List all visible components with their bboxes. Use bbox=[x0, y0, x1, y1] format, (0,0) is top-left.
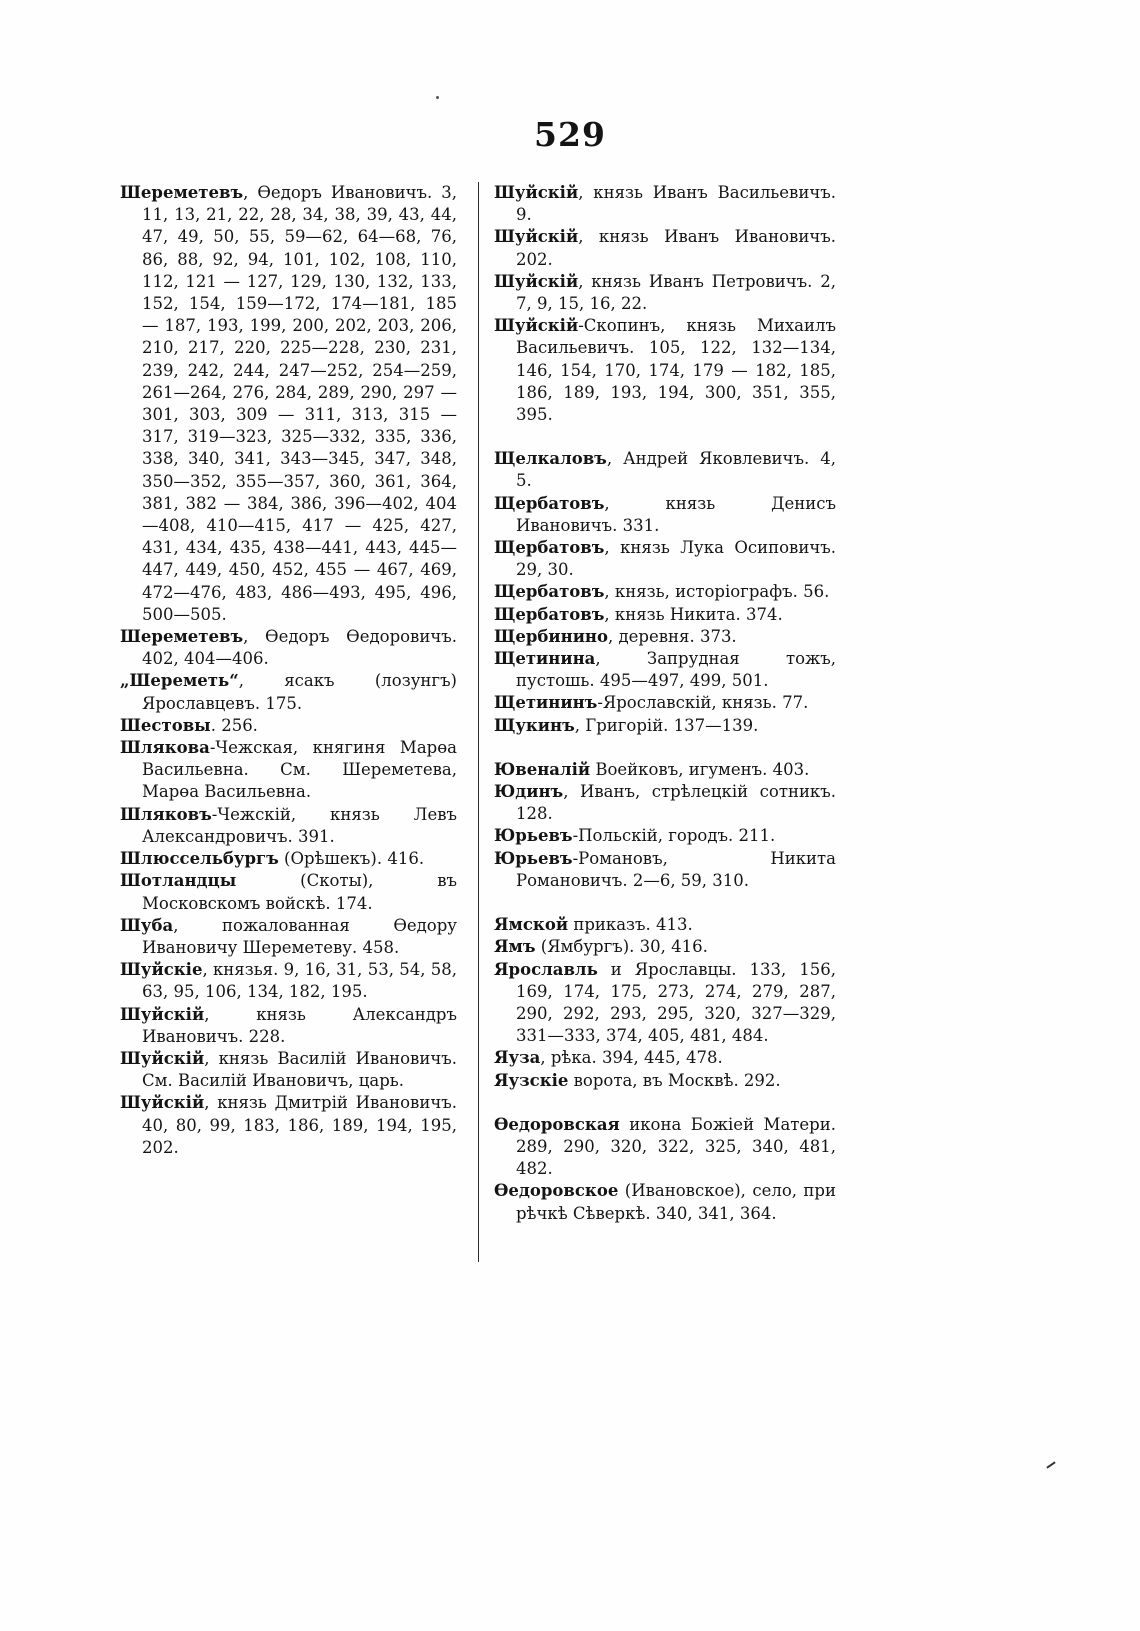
entry-headword: Яуза bbox=[494, 1048, 541, 1068]
index-entry bbox=[120, 1004, 457, 1048]
index-entry bbox=[494, 1180, 836, 1224]
entry-headword: Щербатовъ bbox=[494, 493, 605, 513]
entry-headword: Шуйскіе bbox=[120, 960, 203, 980]
column-divider bbox=[478, 182, 479, 1262]
entry-text: , Григорій. 137—139. bbox=[574, 715, 759, 735]
entry-text: (Ивановское), село, при рѣчкѣ Сѣверкѣ. 340, 341, 364. bbox=[516, 1181, 836, 1223]
entry-text: , князья. 9, 16, 31, 53, 54, 58, 63, 95, 106, 134, 182, 195. bbox=[142, 960, 457, 1002]
speck-mark bbox=[436, 96, 439, 99]
entry-text: , князь Денисъ Ивановичъ. 331. bbox=[516, 493, 836, 535]
entry-headword: Щербатовъ bbox=[494, 604, 605, 624]
page-number: 529 bbox=[534, 115, 606, 154]
index-entry bbox=[494, 759, 836, 781]
entry-headword: Шлюссельбургъ bbox=[120, 849, 279, 869]
index-entry bbox=[494, 1047, 836, 1069]
index-entry bbox=[120, 670, 457, 714]
entry-headword: Юрьевъ bbox=[494, 848, 573, 868]
index-entry bbox=[494, 226, 836, 270]
entry-headword: Ямъ bbox=[494, 937, 536, 957]
entry-headword: Шуйскій bbox=[494, 316, 579, 336]
index-entry bbox=[494, 936, 836, 958]
entry-headword: Шуйскій bbox=[120, 1048, 205, 1068]
entry-headword: Шуйскій bbox=[120, 1093, 205, 1113]
entry-headword: Шлякова bbox=[120, 738, 210, 758]
entry-headword: Шуйскій bbox=[494, 183, 579, 202]
entry-headword: Шуба bbox=[120, 915, 174, 935]
index-entry bbox=[494, 626, 836, 648]
entry-text: , Иванъ, стрѣлецкій сотникъ. 128. bbox=[516, 782, 836, 824]
index-entry bbox=[494, 448, 836, 492]
entry-text: , деревня. 373. bbox=[608, 626, 737, 646]
entry-text: , князь Александръ Ивановичъ. 228. bbox=[142, 1004, 457, 1046]
index-entry bbox=[494, 959, 836, 1048]
entry-headword: Щетининъ bbox=[494, 693, 598, 713]
entry-text: , князь Никита. 374. bbox=[604, 604, 783, 624]
entry-text: , князь Иванъ Ивановичъ. 202. bbox=[516, 227, 836, 269]
index-entry bbox=[494, 315, 836, 426]
entry-text: , ясакъ (лозунгъ) Ярославцевъ. 175. bbox=[142, 671, 457, 713]
entry-headword: Шляковъ bbox=[120, 804, 212, 824]
entry-text: -Ярославскій, князь. 77. bbox=[597, 693, 809, 713]
index-entry bbox=[120, 626, 457, 670]
entry-headword: Ювеналій bbox=[494, 759, 591, 779]
entry-text: , князь Лука Осиповичъ. 29, 30. bbox=[516, 538, 836, 580]
entry-headword: Шуйскій bbox=[494, 227, 579, 247]
index-entry bbox=[120, 959, 457, 1003]
entry-text: , рѣка. 394, 445, 478. bbox=[540, 1048, 723, 1068]
entry-text: , князь, исторіографъ. 56. bbox=[604, 582, 830, 602]
entry-headword: Шестовы bbox=[120, 715, 211, 735]
entry-headword: Юдинъ bbox=[494, 782, 564, 802]
index-entry bbox=[494, 493, 836, 537]
entry-text: , Өедоръ Өедоровичъ. 402, 404—406. bbox=[142, 627, 457, 669]
entry-headword: Щетинина bbox=[494, 649, 596, 669]
index-entry bbox=[494, 715, 836, 737]
index-entry bbox=[120, 715, 457, 737]
index-entry bbox=[494, 825, 836, 847]
index-entry bbox=[120, 737, 457, 804]
index-entry bbox=[494, 648, 836, 692]
entry-headword: Щербинино bbox=[494, 626, 609, 646]
index-entry bbox=[120, 915, 457, 959]
entry-text: икона Божіей Матери. 289, 290, 320, 322, 325, 340, 481, 482. bbox=[516, 1114, 836, 1179]
entry-text: -Чежская, княгиня Марөа Васильевна. См. Шереметева, Марөа Васильевна. bbox=[142, 738, 457, 802]
index-entry bbox=[120, 870, 457, 914]
index-entry bbox=[494, 581, 836, 603]
entry-text: . 256. bbox=[210, 715, 258, 735]
index-column-left bbox=[120, 182, 457, 1159]
entry-text: -Скопинъ, князь Михаилъ Васильевичъ. 105, 122, 132—134, 146, 154, 170, 174, 179 — 182, 185, 186, 189, 193, 194, 300, 351, 355, 395. bbox=[516, 316, 836, 425]
entry-headword: Щелкаловъ bbox=[494, 449, 607, 469]
entry-headword: Өедоровская bbox=[494, 1114, 620, 1134]
index-entry bbox=[494, 848, 836, 892]
index-column-right bbox=[494, 182, 836, 1225]
entry-headword: Шотландцы bbox=[120, 871, 237, 891]
index-entry bbox=[494, 537, 836, 581]
entry-text: , князь Иванъ Петровичъ. 2, 7, 9, 15, 16, 22. bbox=[516, 271, 836, 314]
entry-text: (Ямбургъ). 30, 416. bbox=[535, 937, 708, 957]
entry-headword: Юрьевъ bbox=[494, 826, 573, 846]
entry-text: , пожалованная Өедору Ивановичу Шереметеву. 458. bbox=[142, 915, 457, 957]
entry-text: Воейковъ, игуменъ. 403. bbox=[590, 759, 810, 779]
entry-text: , князь Василій Ивановичъ. См. Василій Ивановичъ, царь. bbox=[142, 1048, 457, 1091]
entry-headword: Ямской bbox=[494, 915, 569, 935]
entry-headword: Щербатовъ bbox=[494, 538, 605, 558]
entry-text: , князь Дмитрій Ивановичъ. 40, 80, 99, 183, 186, 189, 194, 195, 202. bbox=[142, 1093, 457, 1157]
index-entry bbox=[120, 804, 457, 848]
entry-headword: Шереметевъ bbox=[120, 627, 244, 647]
pencil-mark bbox=[1046, 1461, 1055, 1468]
entry-text: , Андрей Яковлевичъ. 4, 5. bbox=[516, 449, 836, 491]
index-entry bbox=[494, 1070, 836, 1092]
index-entry bbox=[494, 692, 836, 714]
index-entry bbox=[494, 781, 836, 825]
index-entry bbox=[494, 604, 836, 626]
entry-headword: Шуйскій bbox=[120, 1004, 205, 1024]
index-entry bbox=[120, 1048, 457, 1092]
entry-text: (Орѣшекъ). 416. bbox=[278, 849, 425, 869]
index-entry bbox=[494, 914, 836, 936]
index-entry bbox=[120, 848, 457, 870]
entry-text: , князь Иванъ Васильевичъ. 9. bbox=[516, 183, 836, 225]
index-entry bbox=[494, 182, 836, 226]
index-entry bbox=[494, 1114, 836, 1181]
entry-headword: Щукинъ bbox=[494, 715, 575, 735]
entry-headword: Өедоровское bbox=[494, 1181, 619, 1201]
index-entry bbox=[120, 1092, 457, 1159]
entry-text: -Чежскій, князь Левъ Александровичъ. 391. bbox=[142, 804, 457, 846]
entry-text: , Запрудная тожъ, пустошь. 495—497, 499, 501. bbox=[516, 649, 836, 691]
entry-text: приказъ. 413. bbox=[568, 915, 693, 935]
entry-headword: Шереметевъ bbox=[120, 183, 244, 202]
entry-text: и Ярославцы. 133, 156, 169, 174, 175, 273, 274, 279, 287, 290, 292, 293, 295, 320, 327—329, 331—333, 374, 405, 481, 484. bbox=[516, 959, 836, 1046]
index-entry bbox=[120, 182, 457, 626]
entry-headword: Яузскіе bbox=[494, 1070, 569, 1090]
entry-text: (Скоты), въ Московскомъ войскѣ. 174. bbox=[142, 871, 457, 913]
entry-headword: Ярославль bbox=[494, 959, 598, 979]
entry-text: -Польскій, городъ. 211. bbox=[572, 826, 776, 846]
entry-text: -Романовъ, Никита Романовичъ. 2—6, 59, 310. bbox=[516, 848, 836, 890]
entry-headword: Шуйскій bbox=[494, 271, 579, 291]
entry-text: ворота, въ Москвѣ. 292. bbox=[568, 1070, 781, 1090]
entry-text: , Өедоръ Ивановичъ. 3, 11, 13, 21, 22, 28, 34, 38, 39, 43, 44, 47, 49, 50, 55, 59—62, 64—68, 76, 86, 88, 92, 94, 101, 102, 108, 110, 112, 121 — 127, 129, 130, 132, 133, 152, 154, 159—172, 174—181, 185 — 187, 193, 199, 200, 202, 203, 206, 210, 217, 220, 225—228, 230, 231, 239, 242, 244, 247—252, 254—259, 261—264, 276, 284, 289, 290, 297 — 301, 303, 309 — 311, 313, 315 — 317, 319—323, 325—332, 335, 336, 338, 340, 341, 343—345, 347, 348, 350—352, 355—357, 360, 361, 364, 381, 382 — 384, 386, 396—402, 404—408, 410—415, 417 — 425, 427, 431, 434, 435, 438—441, 443, 445—447, 449, 450, 452, 455 — 467, 469, 472—476, 483, 486—493, 495, 496, 500—505. bbox=[142, 183, 457, 624]
index-entry bbox=[494, 271, 836, 315]
entry-headword: Щербатовъ bbox=[494, 582, 605, 602]
entry-headword: „Шереметь“ bbox=[120, 671, 239, 691]
